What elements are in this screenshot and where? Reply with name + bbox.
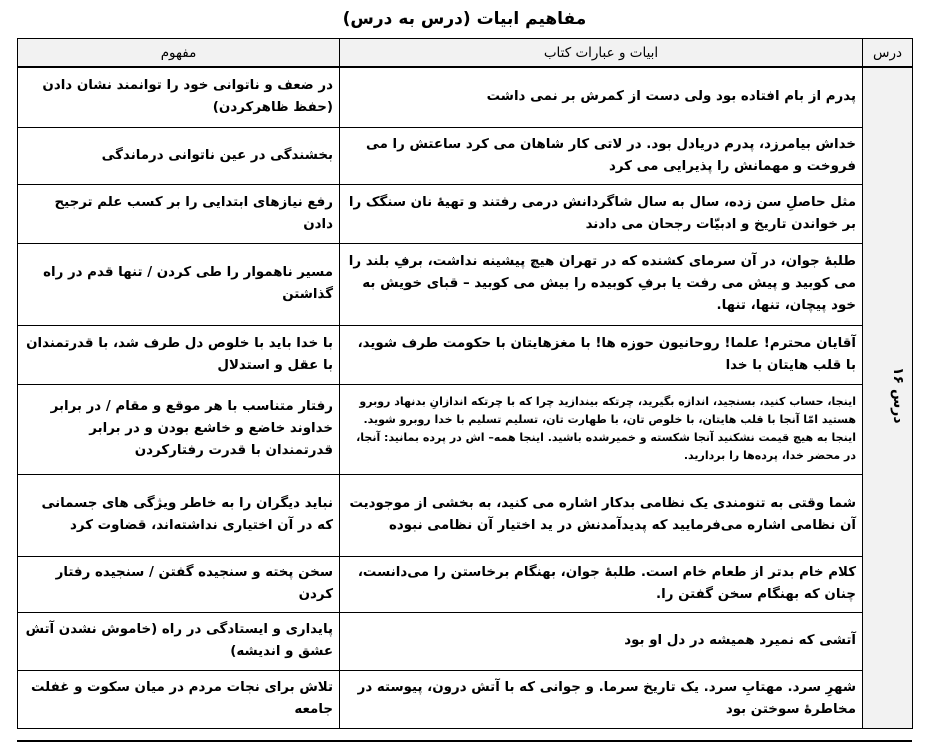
table-header-row (18, 39, 913, 68)
text-cell: اینجا، حساب کنید، بسنجید، اندازه بگیرید، چرتکه بیندازید چرا که با چرتکه اندازانِ بدنهاد روبرو هستید امّا آنجا با قلب هایتان، با خلوص تان، با طهارت تان، تسلیم تسلیم با خدا روبرو شوید. اینجا به هیچ قیمت نشکنید آنجا شکسته و خمیرشده باشید. اینجا همه– اش در پرده بمانید: آنجا، در محضر خدا، پرده‌ها را بردارید. (340, 384, 863, 474)
concept-cell: رفع نیازهای ابتدایی را بر کسب علم ترجیح دادن (18, 184, 340, 243)
concept-cell: در ضعف و ناتوانی خود را توانمند نشان دادن (حفظ ظاهرکردن) (18, 67, 340, 127)
table-row (18, 243, 913, 325)
concept-cell: پایداری و ایستادگی در راه (خاموش نشدن آتش عشق و اندیشه) (18, 612, 340, 670)
text-cell: آتشی که نمیرد همیشه در دل او بود (340, 612, 863, 670)
lesson-cell (863, 67, 913, 728)
concept-cell: سخن پخته و سنجیده گفتن / سنجیده رفتار کردن (18, 556, 340, 612)
concept-cell: نباید دیگران را به خاطر ویژگی های جسمانی که در آن اختیاری نداشته‌اند، قضاوت کرد (18, 474, 340, 556)
table-row (18, 612, 913, 670)
table-row (18, 474, 913, 556)
text-cell: پدرم از بام افتاده بود ولی دست از کمرش بر نمی داشت (340, 67, 863, 127)
bottom-rule (17, 740, 912, 742)
header-text: ابیات و عبارات کتاب (340, 39, 863, 68)
text-cell: شما وقتی به تنومندی یک نظامی بدکار اشاره می کنید، به بخشی از موجودیت آن نظامی اشاره می‌فرمایید که پدیدآمدنش در ید اختیار آن نظامی نبوده (340, 474, 863, 556)
concept-cell: بخشندگی در عین ناتوانی درماندگی (18, 127, 340, 184)
concepts-table (17, 38, 913, 729)
table-row (18, 325, 913, 384)
text-cell: طلبهٔ جوان، در آن سرمای کشنده که در تهران هیچ پیشینه نداشت، برفِ بلند را می کوبید و پیش می رفت یا برفِ کوبیده را بیش می کوبید – قبای خویش به خود پیچان، تنها، تنها. (340, 243, 863, 325)
text-cell: خداش بیامرزد، پدرم دریادل بود. در لاتی کار شاهان می کرد ساعتش را می فروخت و مهمانش را پذیرایی می کرد (340, 127, 863, 184)
table-row (18, 127, 913, 184)
text-cell: شهرِ سرد. مهتابِ سرد. یک تاریخ سرما. و جوانی که با آتش درون، پیوسته در مخاطرهٔ سوختن بود (340, 670, 863, 728)
lesson-label: درس ۱۶ (890, 367, 906, 425)
header-concept: مفهوم (18, 39, 340, 68)
table-row (18, 670, 913, 728)
concept-cell: مسیر ناهموار را طی کردن / تنها قدم در راه گذاشتن (18, 243, 340, 325)
table-row (18, 556, 913, 612)
text-cell: آقایان محترم! علما! روحانیون حوزه ها! با مغزهایتان با حکومت طرف شوید، با قلب هایتان با خدا (340, 325, 863, 384)
text-cell: کلام خام بدتر از طعام خام است. طلبهٔ جوان، بهنگام برخاستن را می‌دانست، چنان که بهنگام سخن گفتن را. (340, 556, 863, 612)
page-title: مفاهیم ابیات (درس به درس) (342, 9, 587, 29)
table-row (18, 67, 913, 127)
table-row (18, 384, 913, 474)
table-row (18, 184, 913, 243)
concept-cell: تلاش برای نجات مردم در میان سکوت و غفلت جامعه (18, 670, 340, 728)
header-lesson: درس (863, 39, 913, 68)
concept-cell: با خدا باید با خلوص دل طرف شد، با قدرتمندان با عقل و استدلال (18, 325, 340, 384)
text-cell: مثل حاصلِ سن زده، سال به سال شاگردانش درمی رفتند و تهیهٔ نان سنگک را بر خواندن تاریخ و ادبیّات رجحان می دادند (340, 184, 863, 243)
concept-cell: رفتار متناسب با هر موقع و مقام / در برابر خداوند خاضع و خاشع بودن و در برابر قدرتمندان با قدرت رفتارکردن (18, 384, 340, 474)
